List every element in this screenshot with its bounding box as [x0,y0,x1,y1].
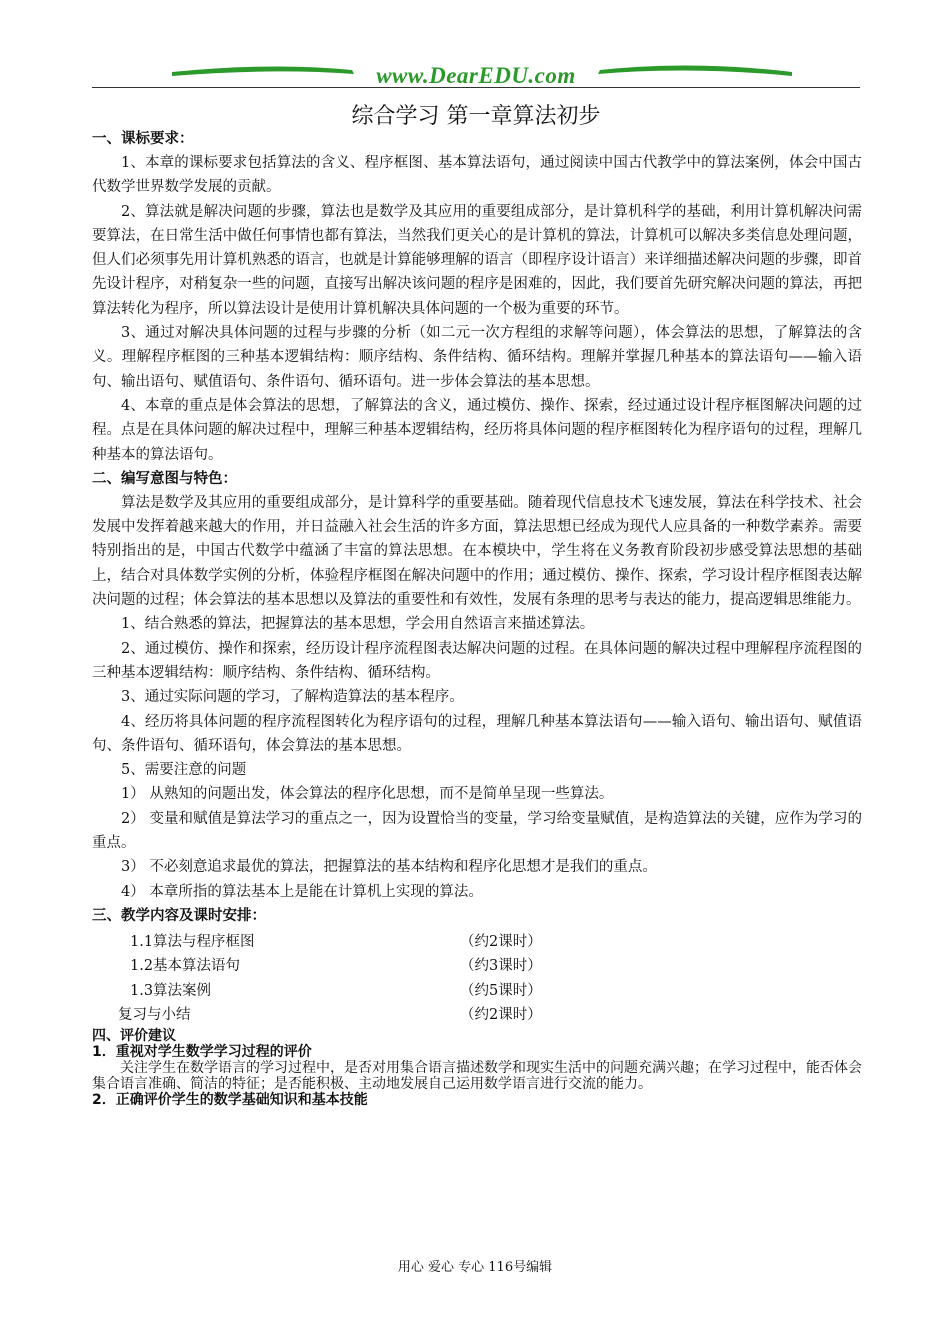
schedule-table [92,930,862,1028]
header-rule [92,87,860,88]
section-heading-3: 三、教学内容及课时安排： [92,907,266,924]
paragraph: 算法是数学及其应用的重要组成部分，是计算科学的重要基础。随着现代信息技术飞速发展，算法在科学技术、社会发展中发挥着越来越大的作用，并日益融入社会生活的许多方面，算法思想已经成为现代人应具备的一种数学素养。需要特别指出的是，中国古代数学中蕴涵了丰富的算法思想。在本模块中，学生将在义务教育阶段初步感受算法思想的基础上，结合对具体数学实例的分析，体验程序框图在解决问题中的作用；通过模仿、操作、探索，学习设计程序框图表达解决问题的过程；体会算法的基本思想以及算法的重要性和有效性，发展有条理的思考与表达的能力，提高逻辑思维能力。 [92,494,862,609]
schedule-row [92,1003,862,1028]
schedule-item-hours: （约5课时） [460,982,542,999]
schedule-row [92,979,862,1004]
paragraph: 1） 从熟知的问题出发，体会算法的程序化思想，而不是简单呈现一些算法。 [121,786,614,803]
paragraph: 2、算法就是解决问题的步骤，算法也是数学及其应用的重要组成部分，是计算机科学的基础，利用计算机解决问需要算法，在日常生活中做任何事情也都有算法，当然我们更关心的是计算机的算法，计算机可以解决多类信息处理问题，但人们必须事先用计算机熟悉的语言，也就是计算能够理解的语言（即程序设计语言）来详细描述解决问题的步骤，即首先设计程序，对稍复杂一些的问题，直接写出解决该问题的程序是困难的，因此，我们要首先研究解决问题的算法，再把算法转化为程序，所以算法设计是使用计算机解决具体问题的一个极为重要的环节。 [92,203,862,317]
schedule-item-hours: （约2课时） [460,933,542,950]
paragraph: 4） 本章所指的算法基本上是能在计算机上实现的算法。 [121,883,483,900]
schedule-item-name: 1.1算法与程序框图 [130,933,255,950]
paragraph: 1、本章的课标要求包括算法的含义、程序框图、基本算法语句，通过阅读中国古代教学中的算法案例，体会中国古代数学世界数学发展的贡献。 [92,155,862,196]
schedule-item-name: 1.2基本算法语句 [130,958,241,975]
subsection-heading: 1．重视对学生数学学习过程的评价 [92,1043,312,1060]
page-title: 综合学习 第一章算法初步 [351,104,601,129]
section-heading-2: 二、编写意图与特色： [92,470,237,487]
paragraph: 关注学生在数学语言的学习过程中，是否对用集合语言描述数学和现实生活中的问题充满兴趣；在学习过程中，能否体会集合语言准确、简洁的特征；是否能积极、主动地发展自己运用数学语言进行交流的能力。 [92,1059,862,1092]
paragraph: 4、本章的重点是体会算法的思想，了解算法的含义，通过模仿、操作、探索，经过通过设计程序框图解决问题的过程。点是在具体问题的解决过程中，理解三种基本逻辑结构，经历将具体问题的程序框图转化为程序语句的过程，理解几种基本的算法语句。 [92,397,862,463]
schedule-row [92,954,862,979]
section-heading-4: 四、评价建议 [92,1027,176,1044]
schedule-row [92,930,862,955]
schedule-item-hours: （约2课时） [460,1007,542,1024]
page-footer: 用心 爱心 专心 116号编辑 [397,1260,553,1275]
site-url[interactable]: www.DearEDU.com [376,63,576,88]
schedule-item-name: 复习与小结 [118,1007,191,1024]
paragraph: 3） 不必刻意追求最优的算法，把握算法的基本结构和程序化思想才是我们的重点。 [121,859,657,876]
paragraph: 3、通过实际问题的学习，了解构造算法的基本程序。 [121,689,464,706]
paragraph: 2） 变量和赋值是算法学习的重点之一，因为设置恰当的变量，学习给变量赋值，是构造算法的关键，应作为学习的重点。 [92,810,862,852]
paragraph: 5、需要注意的问题 [121,762,247,779]
paragraph: 1、结合熟悉的算法，把握算法的基本思想，学会用自然语言来描述算法。 [121,616,595,633]
paragraph: 3、通过对解决具体问题的过程与步骤的分析（如二元一次方程组的求解等问题），体会算法的思想，了解算法的含义。理解程序框图的三种基本逻辑结构：顺序结构、条件结构、循环结构。理解并掌握几种基本的算法语句——输入语句、输出语句、赋值语句、条件语句、循环语句。进一步体会算法的基本思想。 [92,325,862,390]
paragraph: 4、经历将具体问题的程序流程图转化为程序语句的过程，理解几种基本算法语句——输入语句、输出语句、赋值语句、条件语句、循环语句，体会算法的基本思想。 [92,713,862,754]
schedule-item-hours: （约3课时） [460,958,542,975]
paragraph: 2、通过模仿、操作和探索，经历设计程序流程图表达解决问题的过程。在具体问题的解决过程中理解程序流程图的三种基本逻辑结构：顺序结构、条件结构、循环结构。 [92,640,862,681]
section-heading-1: 一、课标要求： [92,131,194,147]
subsection-heading: 2．正确评价学生的数学基础知识和基本技能 [92,1091,368,1108]
document-body [92,127,862,1108]
schedule-item-name: 1.3算法案例 [130,982,212,999]
